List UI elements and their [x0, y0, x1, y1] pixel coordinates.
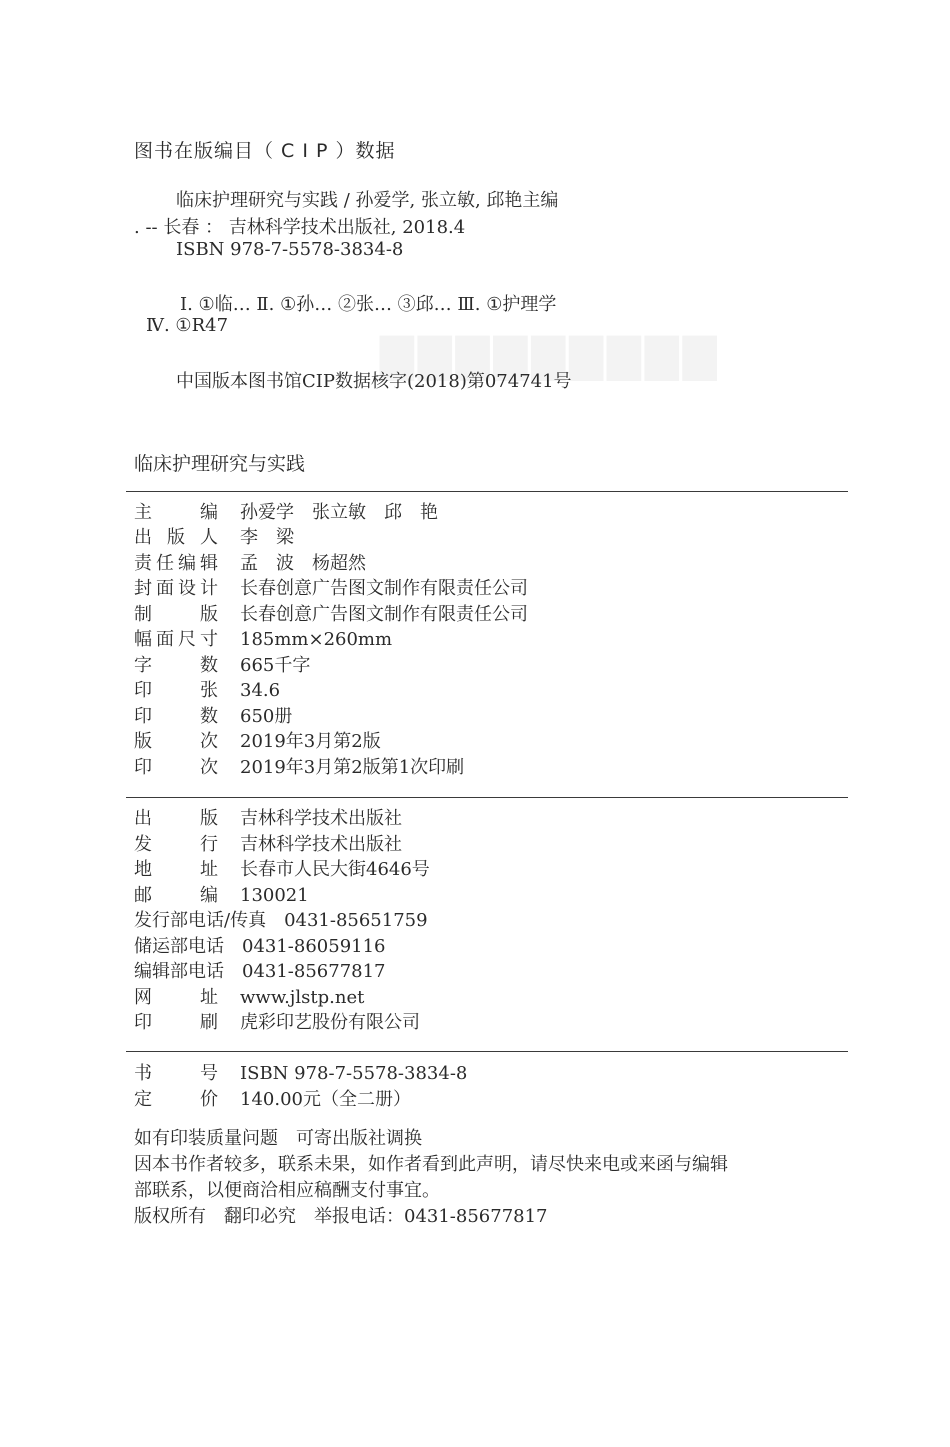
- credit-value: 李 梁: [240, 527, 294, 548]
- credit-label: 出版人: [134, 527, 218, 548]
- cip-classification-line: Ⅳ. ①R47: [146, 315, 229, 336]
- credit-label: 字 数: [134, 655, 218, 676]
- credit-label: 责任编辑: [134, 553, 218, 574]
- editorial-phone: 编辑部电话 0431-85677817: [134, 961, 386, 982]
- credit-label: 版 次: [134, 731, 218, 752]
- cip-record-number: 中国版本图书馆CIP数据核字(2018)第074741号: [176, 371, 572, 392]
- cip-title-line: 临床护理研究与实践 / 孙爱学, 张立敏, 邱艳主编: [176, 190, 559, 211]
- isbn-label: 书 号: [134, 1063, 218, 1084]
- printer-label: 印 刷: [134, 1012, 218, 1033]
- cip-heading: 图书在版编目（ C I P ）数据: [134, 140, 396, 162]
- publish-value: 吉林科学技术出版社: [240, 808, 402, 829]
- credit-label: 封面设计: [134, 578, 218, 599]
- credit-value: 2019年3月第2版: [240, 731, 381, 752]
- credit-value: 长春创意广告图文制作有限责任公司: [240, 578, 528, 599]
- credit-label: 印 次: [134, 757, 218, 778]
- credit-label: 主 编: [134, 502, 218, 523]
- credit-label: 印 数: [134, 706, 218, 727]
- distribute-value: 吉林科学技术出版社: [240, 834, 402, 855]
- address-label: 地 址: [134, 859, 218, 880]
- author-notice-line1: 因本书作者较多，联系未果，如作者看到此声明，请尽快来电或来函与编辑: [134, 1154, 728, 1175]
- storage-phone: 储运部电话 0431-86059116: [134, 936, 386, 957]
- address-value: 长春市人民大街4646号: [240, 859, 430, 880]
- price-value: 140.00元（全二册）: [240, 1089, 411, 1110]
- divider-rule: [126, 1051, 848, 1052]
- quality-notice: 如有印装质量问题 可寄出版社调换: [134, 1128, 422, 1149]
- price-label: 定 价: [134, 1089, 218, 1110]
- publish-label: 出 版: [134, 808, 218, 829]
- website-label: 网 址: [134, 987, 218, 1008]
- credit-value: 650册: [240, 706, 293, 727]
- postcode-value: 130021: [240, 885, 309, 906]
- credit-label: 制 版: [134, 604, 218, 625]
- printer-value: 虎彩印艺股份有限公司: [240, 1012, 420, 1033]
- cip-publication-line: . -- 长春 ： 吉林科学技术出版社, 2018.4: [134, 217, 466, 238]
- distribute-label: 发 行: [134, 834, 218, 855]
- credit-label: 印 张: [134, 680, 218, 701]
- divider-rule: [126, 797, 848, 798]
- credit-label: 幅面尺寸: [134, 629, 218, 650]
- credit-value: 185mm×260mm: [240, 629, 393, 650]
- credit-value: 孟 波 杨超然: [240, 553, 366, 574]
- postcode-label: 邮 编: [134, 885, 218, 906]
- credit-value: 34.6: [240, 680, 281, 701]
- credit-value: 孙爱学 张立敏 邱 艳: [240, 502, 438, 523]
- cip-isbn-line: ISBN 978-7-5578-3834-8: [176, 239, 404, 260]
- credit-value: 长春创意广告图文制作有限责任公司: [240, 604, 528, 625]
- website-value: www.jlstp.net: [240, 987, 365, 1008]
- bleed-through-artifact: ▇▇▇▇▇▇▇▇▇: [380, 330, 721, 381]
- credit-value: 2019年3月第2版第1次印刷: [240, 757, 465, 778]
- credit-value: 665千字: [240, 655, 311, 676]
- book-title: 临床护理研究与实践: [134, 453, 306, 475]
- copyright-notice: 版权所有 翻印必究 举报电话：0431-85677817: [134, 1206, 548, 1227]
- author-notice-line2: 部联系，以便商洽相应稿酬支付事宜。: [134, 1180, 440, 1201]
- divider-rule: [126, 491, 848, 492]
- cip-subject-line: Ⅰ. ①临… Ⅱ. ①孙… ②张… ③邱… Ⅲ. ①护理学: [180, 294, 557, 315]
- isbn-value: ISBN 978-7-5578-3834-8: [240, 1063, 468, 1084]
- sales-phone: 发行部电话/传真 0431-85651759: [134, 910, 428, 931]
